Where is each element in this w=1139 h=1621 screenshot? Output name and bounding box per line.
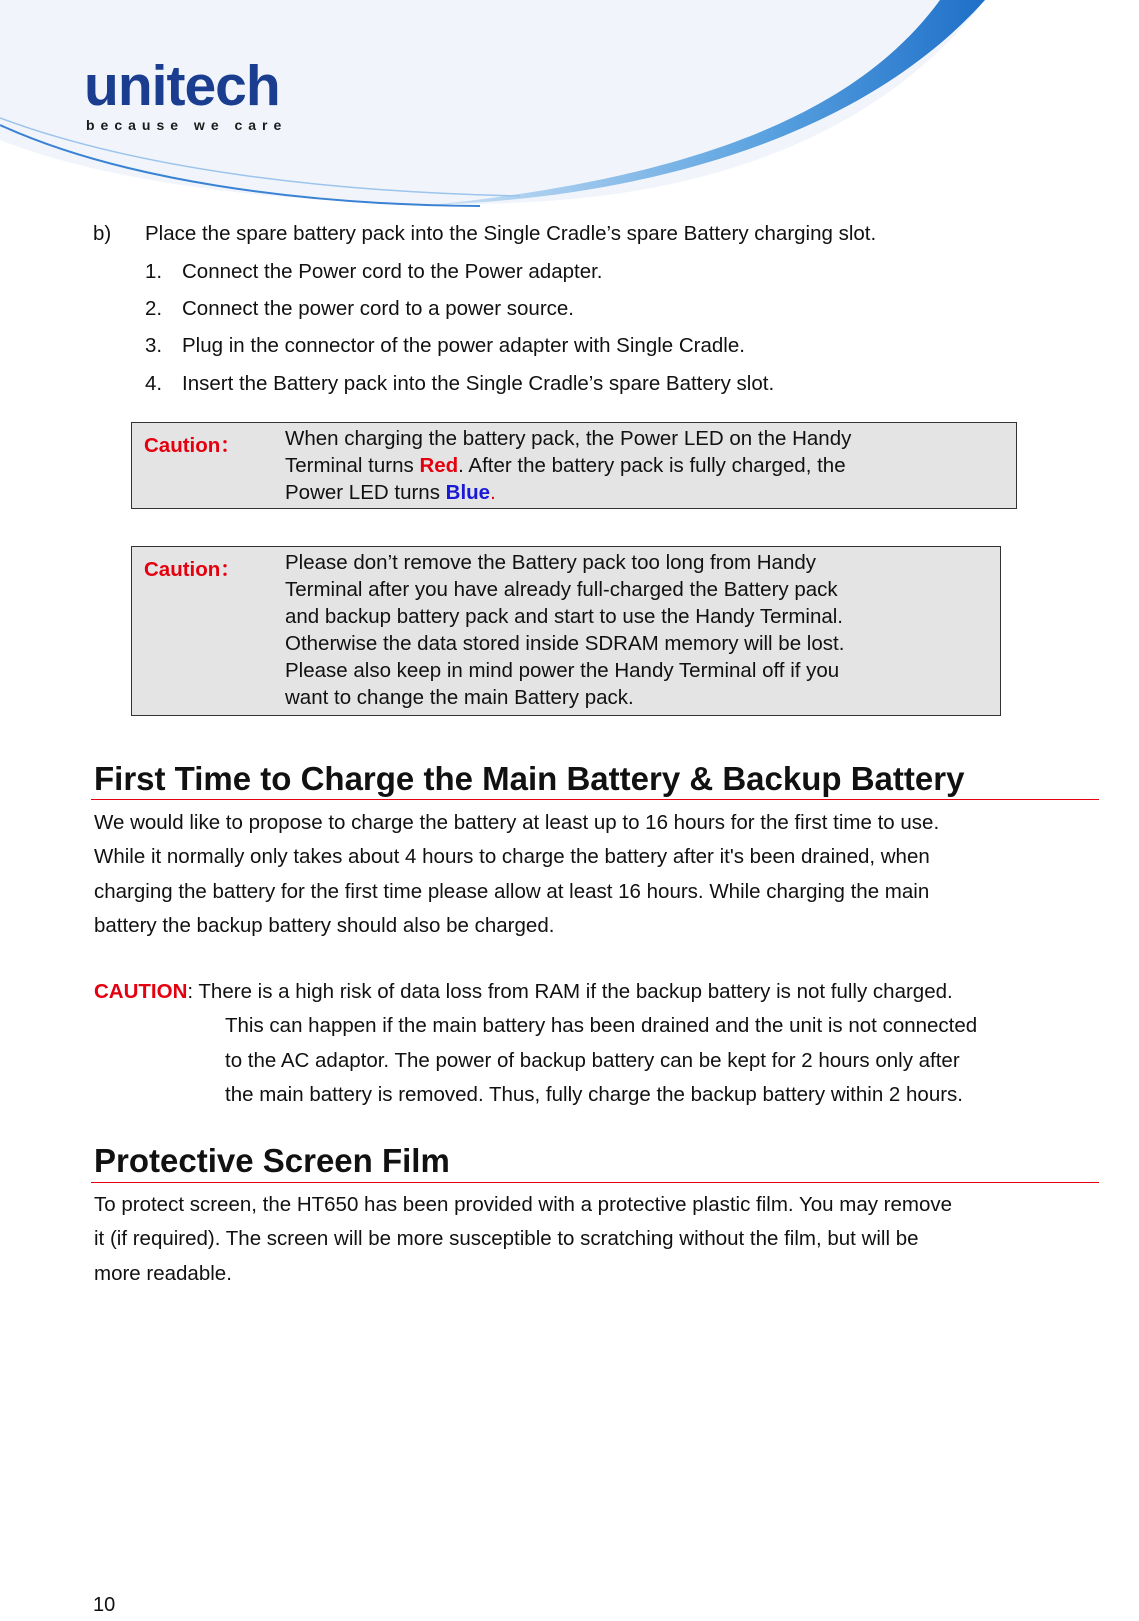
paragraph-line: We would like to propose to charge the battery at least up to 16 hours for the first time to use. — [94, 811, 940, 834]
blue-word: Blue — [445, 481, 491, 504]
logo-tagline: because we care — [86, 117, 288, 133]
caution-text — [285, 425, 851, 506]
step-3-num: 3. — [145, 334, 163, 357]
step-1-text: Connect the Power cord to the Power adapter. — [182, 260, 603, 283]
caution-first-line — [94, 975, 977, 1009]
heading-underline — [91, 1182, 1099, 1183]
paragraph-line: the main battery is removed. Thus, fully charge the backup battery within 2 hours. — [225, 1082, 963, 1106]
paragraph-line: battery the backup battery should also be charged. — [94, 913, 555, 937]
caution-data-loss — [94, 975, 977, 1112]
caution-line: want to change the main Battery pack. — [285, 686, 634, 709]
caution-line: and backup battery pack and start to use the Handy Terminal. — [285, 605, 844, 628]
section-first-charge-body — [94, 806, 939, 943]
caution-line — [285, 452, 851, 479]
unitech-logo — [84, 54, 288, 133]
paragraph-line: charging the battery for the first time please allow at least 16 hours. While charging the main — [94, 879, 930, 903]
section-screen-film-body — [94, 1188, 952, 1291]
caution-box-charging — [131, 422, 1017, 509]
paragraph-line: To protect screen, the HT650 has been provided with a protective plastic film. You may remove — [94, 1193, 953, 1216]
caution-text-part: . — [490, 481, 496, 504]
red-word: Red — [419, 454, 459, 477]
step-4-num: 4. — [145, 372, 163, 395]
caution-text-part: . After the battery pack is fully charged, the — [458, 454, 846, 477]
caution-continued — [94, 1009, 977, 1112]
paragraph-line: more readable. — [94, 1261, 232, 1285]
paragraph-line: While it normally only takes about 4 hours to charge the battery after it's been drained, when — [94, 845, 930, 869]
caution-text-part: Power LED turns — [285, 481, 446, 504]
caution-line: Please don’t remove the Battery pack too long from Handy — [285, 551, 817, 574]
heading-underline — [91, 799, 1099, 800]
page-number: 10 — [93, 1594, 116, 1616]
caution-keyword: CAUTION — [94, 980, 188, 1003]
paragraph-line: it (if required). The screen will be more susceptible to scratching without the film, but will be — [94, 1227, 919, 1251]
caution-box-removal — [131, 546, 1001, 716]
caution-text-part: Terminal turns — [285, 454, 420, 477]
step-4-text: Insert the Battery pack into the Single Cradle’s spare Battery slot. — [182, 372, 775, 395]
step-b-text: Place the spare battery pack into the Single Cradle’s spare Battery charging slot. — [145, 222, 877, 245]
section-title-screen-film: Protective Screen Film — [94, 1142, 450, 1179]
caution-label: Caution： — [144, 434, 241, 457]
step-2-num: 2. — [145, 297, 163, 320]
logo-wordmark: unitech — [84, 54, 280, 118]
step-2-text: Connect the power cord to a power source. — [182, 297, 574, 320]
step-b-marker: b) — [93, 222, 112, 245]
caution-label: Caution： — [144, 558, 241, 581]
caution-line: When charging the battery pack, the Power LED on the Handy — [285, 427, 852, 450]
caution-line — [285, 479, 851, 506]
caution-text — [285, 549, 844, 711]
step-1-num: 1. — [145, 260, 163, 283]
section-title-first-charge: First Time to Charge the Main Battery & Backup Battery — [94, 760, 965, 797]
paragraph-line: This can happen if the main battery has been drained and the unit is not connected — [225, 1014, 978, 1038]
step-3-text: Plug in the connector of the power adapter with Single Cradle. — [182, 334, 745, 357]
caution-line: Please also keep in mind power the Handy Terminal off if you — [285, 659, 840, 682]
caution-line: Terminal after you have already full-charged the Battery pack — [285, 578, 838, 601]
caution-text-part: : There is a high risk of data loss from RAM if the backup battery is not fully charged. — [187, 980, 953, 1003]
caution-line: Otherwise the data stored inside SDRAM memory will be lost. — [285, 632, 845, 655]
paragraph-line: to the AC adaptor. The power of backup battery can be kept for 2 hours only after — [225, 1048, 960, 1072]
